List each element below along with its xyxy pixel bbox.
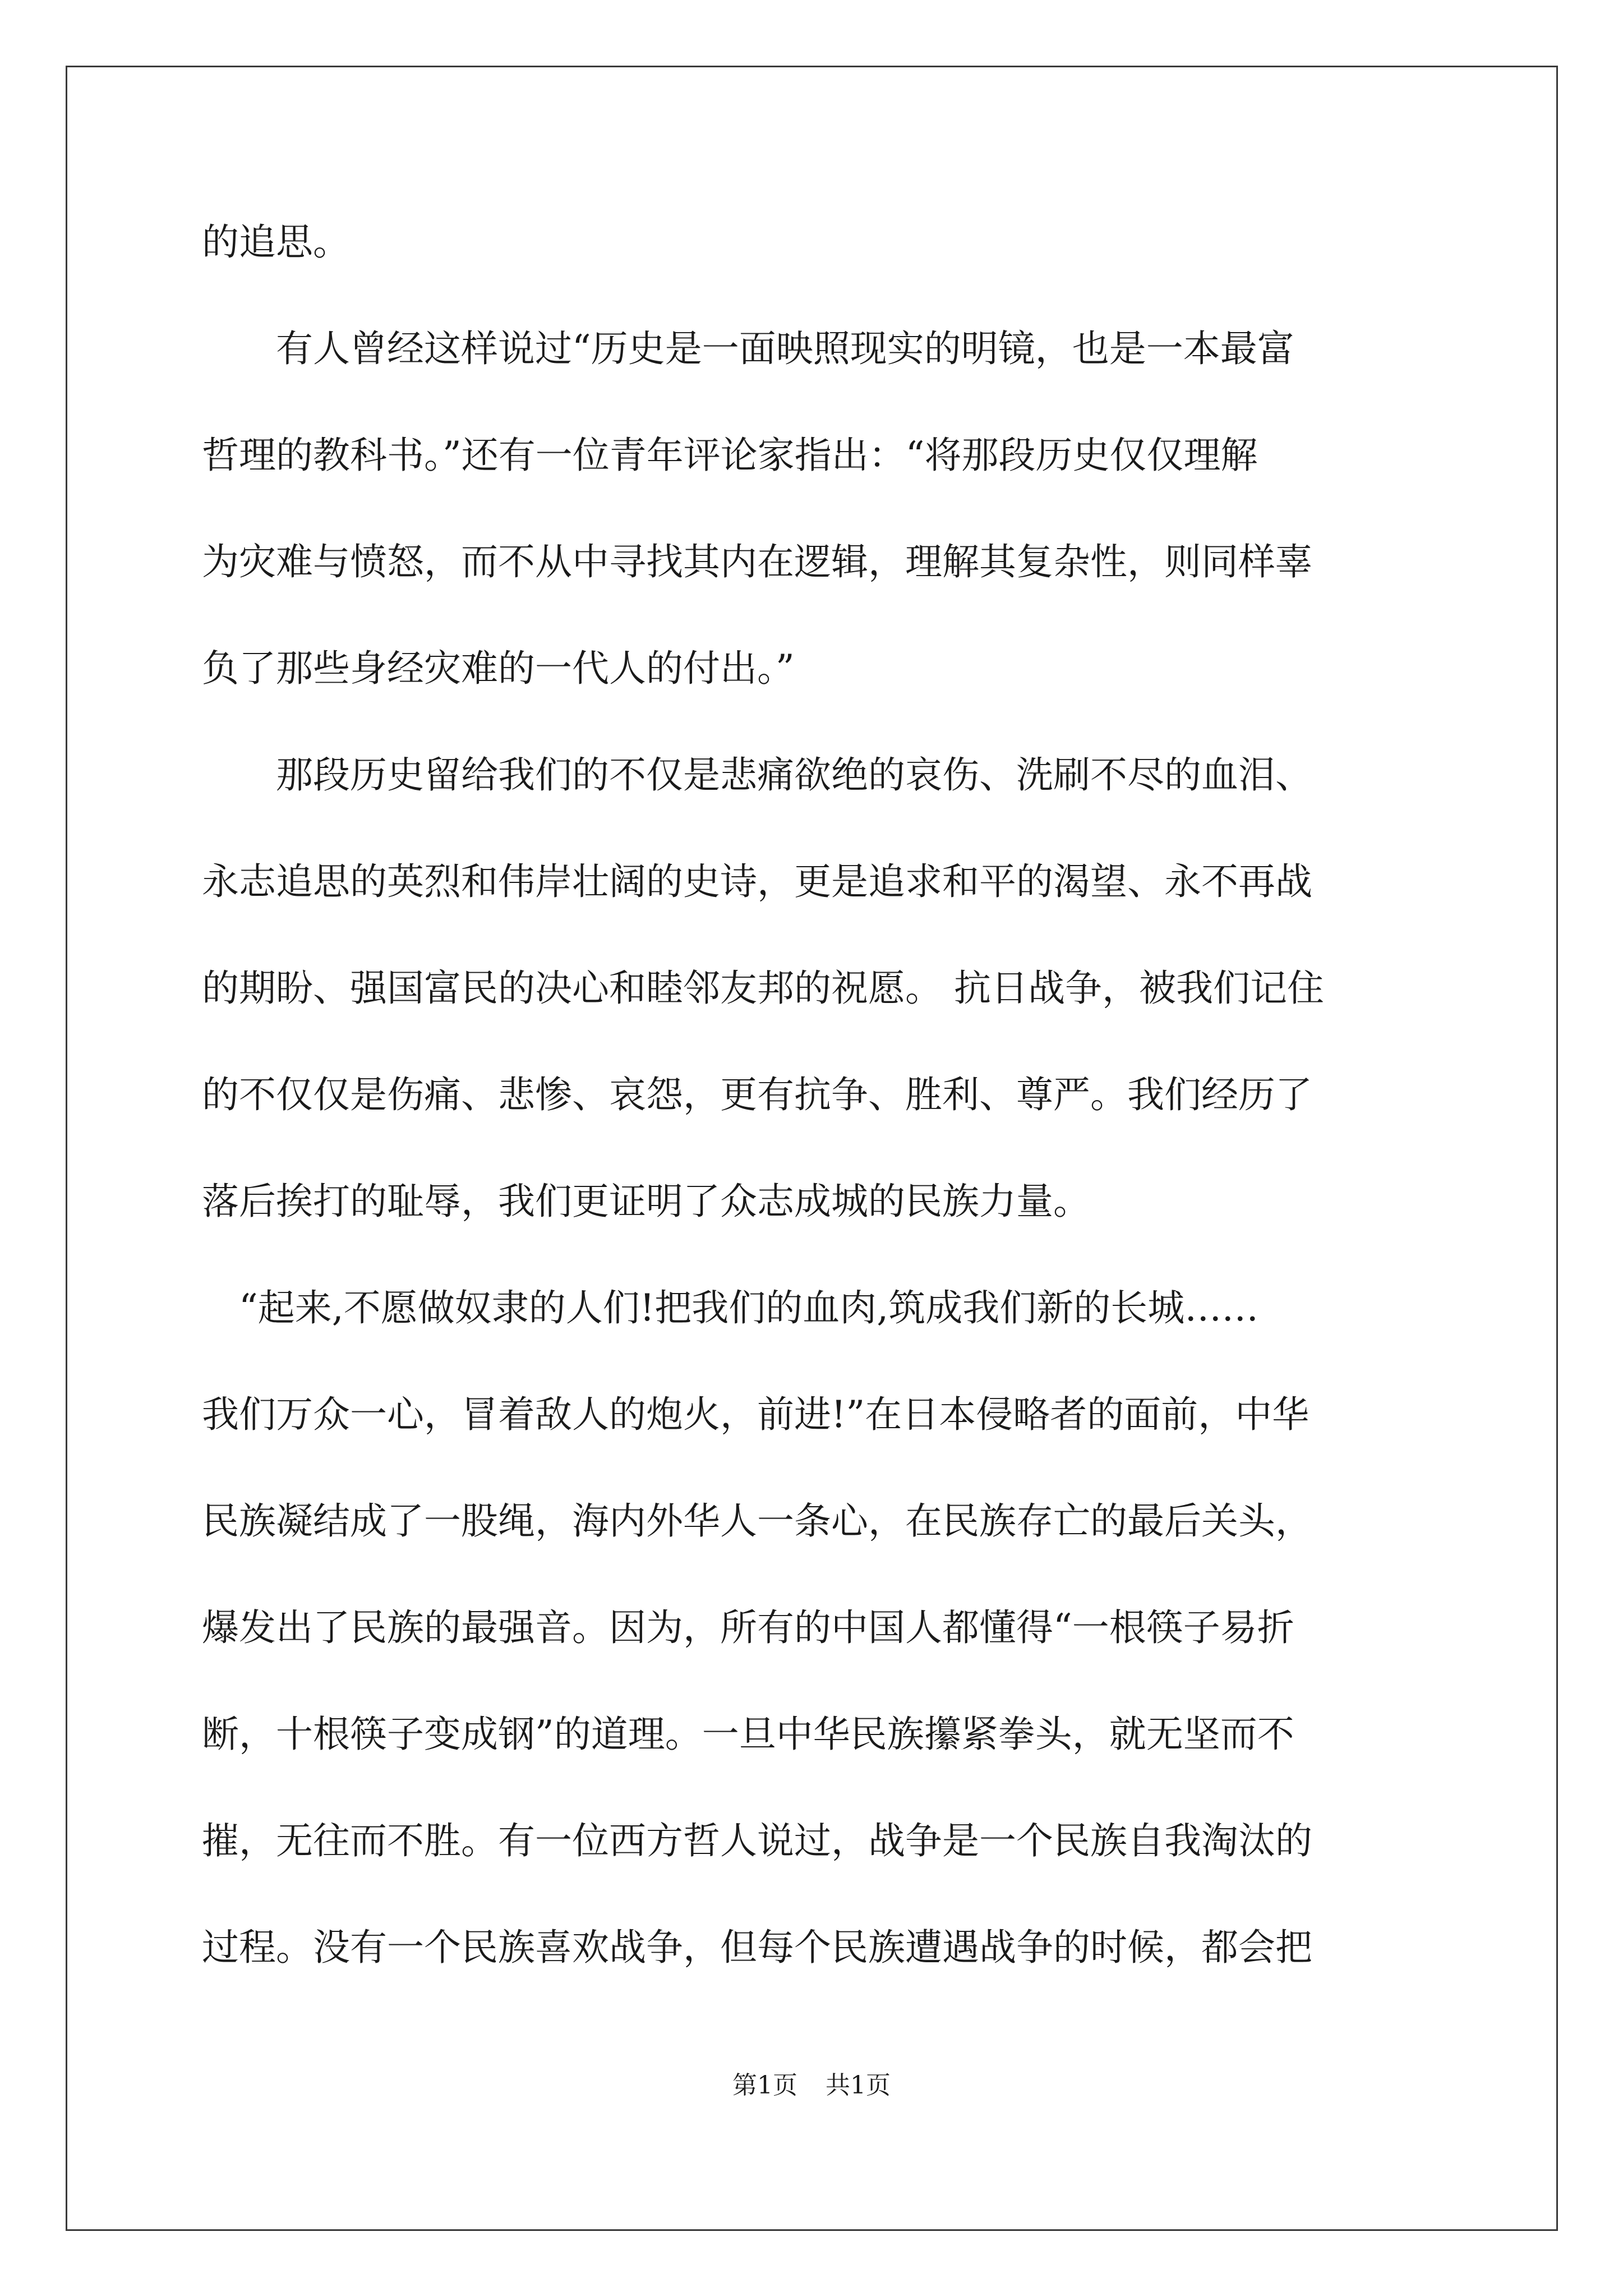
- page-number: 第1页: [732, 2071, 797, 2100]
- text-line: 那段历史留给我们的不仅是悲痛欲绝的哀伤、洗刷不尽的血泪、: [202, 753, 1312, 797]
- text-line: 永志追思的英烈和伟岸壮阔的史诗，更是追求和平的渴望、永不再战: [202, 860, 1312, 903]
- text-line: 的追思。: [202, 220, 350, 264]
- text-line: 为灾难与愤怒，而不从中寻找其内在逻辑，理解其复杂性，则同样辜: [202, 540, 1312, 583]
- page-border: [66, 66, 1558, 2231]
- text-line: 民族凝结成了一股绳，海内外华人一条心，在民族存亡的最后关头，: [202, 1499, 1312, 1543]
- text-line: 的不仅仅是伤痛、悲惨、哀怨，更有抗争、胜利、尊严。我们经历了: [202, 1073, 1312, 1116]
- text-line: 爆发出了民族的最强音。因为，所有的中国人都懂得“一根筷子易折: [202, 1606, 1294, 1649]
- text-line: “起来,不愿做奴隶的人们!把我们的血肉,筑成我们新的长城……: [202, 1286, 1259, 1329]
- text-line: 过程。没有一个民族喜欢战争，但每个民族遭遇战争的时候，都会把: [202, 1926, 1312, 1969]
- text-line: 的期盼、强国富民的决心和睦邻友邦的祝愿。 抗日战争，被我们记住: [202, 967, 1324, 1010]
- text-line: 断，十根筷子变成钢”的道理。一旦中华民族攥紧拳头，就无坚而不: [202, 1713, 1294, 1756]
- text-line: 有人曾经这样说过“历史是一面映照现实的明镜，也是一本最富: [202, 327, 1294, 370]
- page-footer: [0, 2070, 1623, 2101]
- text-line: 落后挨打的耻辱，我们更证明了众志成城的民族力量。: [202, 1180, 1090, 1223]
- text-line: 摧，无往而不胜。有一位西方哲人说过，战争是一个民族自我淘汰的: [202, 1819, 1312, 1862]
- text-line: 我们万众一心，冒着敌人的炮火，前进!”在日本侵略者的面前，中华: [202, 1393, 1310, 1436]
- text-line: 负了那些身经灾难的一代人的付出。”: [202, 647, 795, 690]
- page-total: 共1页: [826, 2071, 891, 2100]
- text-line: 哲理的教科书。”还有一位青年评论家指出：“将那段历史仅仅理解: [202, 434, 1258, 477]
